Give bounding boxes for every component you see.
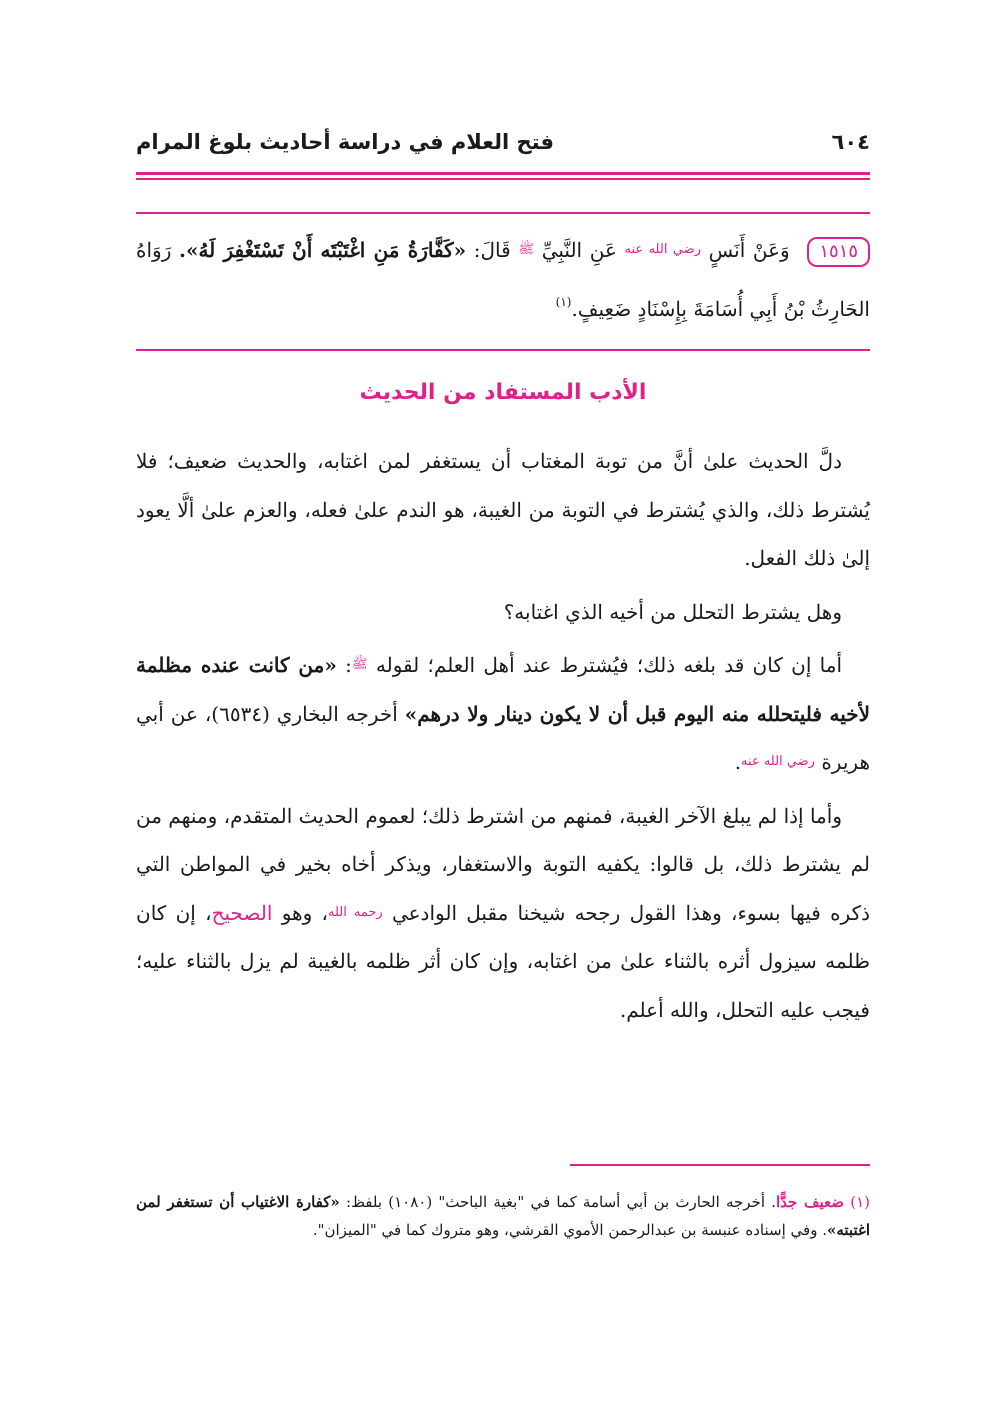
- hadith-text-1: وَعَنْ أَنَسٍ: [708, 238, 790, 262]
- honorific-prophet: ﷺ: [518, 242, 535, 257]
- section-heading: الأدب المستفاد من الحديث: [359, 380, 647, 405]
- running-title: فتح العلام في دراسة أحاديث بلوغ المرام: [136, 130, 554, 154]
- footnote-text-1: . أخرجه الحارث بن أبي أسامة كما في "بغية الباحث" (١٠٨٠) بلفظ:: [346, 1193, 776, 1211]
- paragraph-2: وهل يشترط التحلل من أخيه الذي اغتابه؟: [503, 599, 842, 624]
- footnote-text-2: . وفي إسناده عنبسة بن عبدالرحمن الأموي القرشي، وهو متروك كما في "الميزان".: [312, 1221, 827, 1239]
- honorific-abu-hurayrah: رضي الله عنه: [741, 754, 815, 769]
- footnote: [136, 1188, 870, 1244]
- hadith-text-2: عَنِ النَّبِيِّ: [541, 238, 617, 262]
- page-number: ٦٠٤: [831, 130, 870, 154]
- hadith-rule-top: [136, 212, 870, 214]
- p4-text-c: ، إن كان ظلمه سيزول أثره بالثناء علىٰ من اغتابه، وإن كان أثر ظلمه بالغيبة لم يزل بالثناء عليه؛ فيجب عليه التحلل، والله أعلم.: [136, 900, 871, 1022]
- p4-text-b: ، وهو: [281, 900, 328, 925]
- hadith-number: ١٥١٥: [807, 237, 870, 267]
- footnote-grade: ضعيف جدًّا: [775, 1193, 844, 1211]
- paragraph-4: [136, 792, 870, 1035]
- honorific-prophet-2: ﷺ: [351, 657, 368, 672]
- p3-quote: «من كانت عنده مظلمة لأخيه فليتحلله منه اليوم قبل أن لا يكون دينار ولا درهم»: [136, 653, 870, 726]
- header-rule-bottom: [136, 178, 870, 180]
- p3-end: .: [734, 750, 742, 774]
- hadith-block: [136, 224, 870, 335]
- p4-sahih: الصحيح: [211, 900, 273, 925]
- p3-text-a: أما إن كان قد بلغه ذلك؛ فيُشترط عند أهل العلم؛ لقوله: [375, 653, 843, 677]
- paragraph-1: دلَّ الحديث علىٰ أنَّ من توبة المغتاب أن يستغفر لمن اغتابه، والحديث ضعيف؛ فلا يُشترط ذلك، والذي يُشترط في التوبة من الغيبة، هو الندم علىٰ فعله، والعزم علىٰ ألَّا يعود إلىٰ ذلك الفعل.: [136, 449, 871, 570]
- hadith-quote: «كَفَّارَةُ مَنِ اغْتَبْتَه أَنْ تَسْتَغْفِرَ لَهُ».: [179, 238, 467, 262]
- footnote-reference: (١): [555, 295, 572, 309]
- hadith-text-3: قَالَ:: [473, 238, 511, 262]
- footnote-number: (١): [850, 1193, 870, 1211]
- footnote-rule: [570, 1164, 870, 1166]
- footnote-quote: «كفارة الاغتياب أن تستغفر لمن اغتبته»: [136, 1193, 870, 1239]
- p3-colon: :: [345, 653, 352, 677]
- honorific-muqbil: رحمه الله: [327, 904, 383, 920]
- hadith-text-4: رَوَاهُ الحَارِثُ بْنُ أَبِي أُسَامَةَ بِإِسْنَادٍ ضَعِيفٍ.: [136, 238, 870, 321]
- honorific-anas: رضي الله عنه: [624, 242, 701, 257]
- paragraph-3: [136, 641, 870, 787]
- page-header: [136, 130, 870, 170]
- p4-text-a: وأما إذا لم يبلغ الآخر الغيبة، فمنهم من اشترط ذلك؛ لعموم الحديث المتقدم، ومنهم من لم يشترط ذلك، بل قالوا: يكفيه التوبة والاستغفار، ويذكر أخاه بخير في المواطن التي ذكره فيها بسوء، وهذا القول رجحه شيخنا مقبل الوادعي: [136, 803, 871, 925]
- header-rule-top: [136, 172, 870, 175]
- p3-text-c: أخرجه البخاري (٦٥٣٤)، عن أبي هريرة: [136, 701, 870, 774]
- hadith-rule-bottom: [136, 349, 870, 351]
- body-text: [136, 437, 870, 1039]
